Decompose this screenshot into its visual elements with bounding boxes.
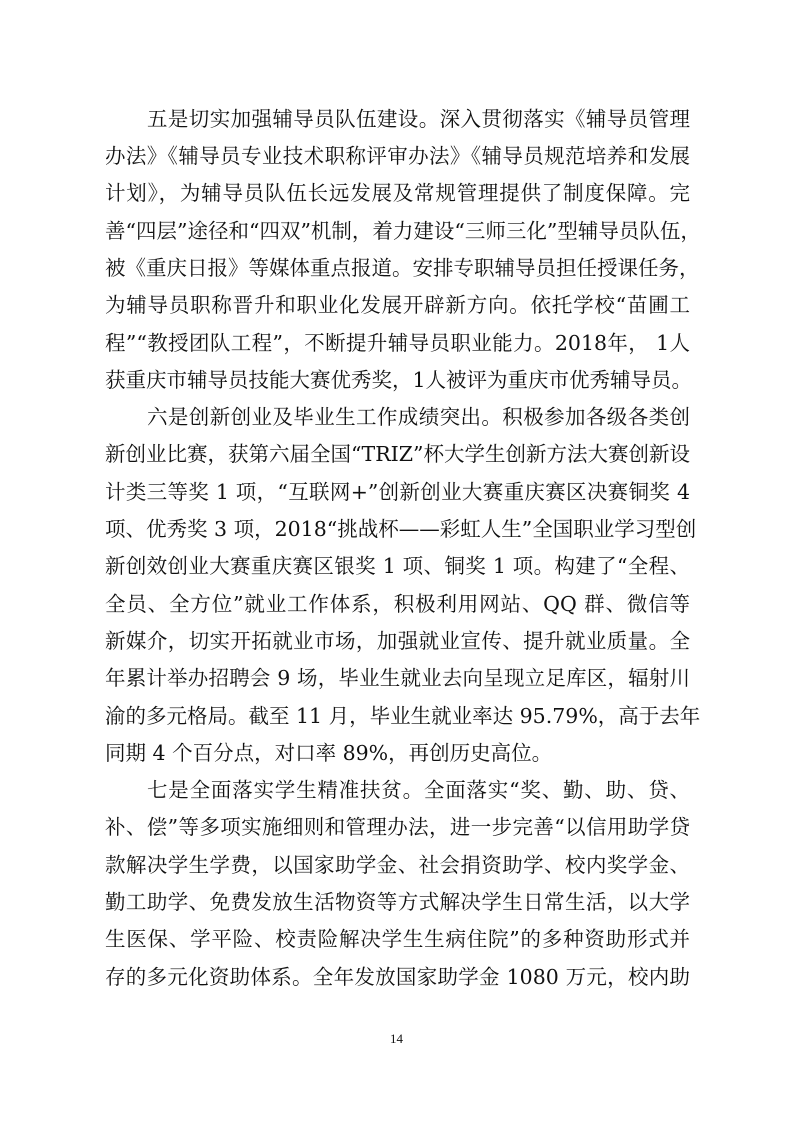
paragraph-2-line-10: 同期 4 个百分点，对口率 89%，再创历史高位。 <box>105 741 553 765</box>
paragraph-1-line-4: 善“四层”途径和“四双”机制，着力建设“三师三化”型辅导员队伍， <box>105 219 701 243</box>
paragraph-1-line-5: 被《重庆日报》等媒体重点报道。安排专职辅导员担任授课任务， <box>105 256 700 280</box>
paragraph-3-line-6: 存的多元化资助体系。全年发放国家助学金 1080 万元，校内助 <box>105 965 690 989</box>
paragraph-3-line-1: 七是全面落实学生精准扶贫。全面落实“奖、勤、助、贷、 <box>147 778 690 802</box>
paragraph-3-line-2: 补、偿”等多项实施细则和管理办法，进一步完善“以信用助学贷 <box>105 815 690 839</box>
paragraph-1-line-2: 办法》《辅导员专业技术职称评审办法》《辅导员规范培养和发展 <box>105 144 690 168</box>
paragraph-1-line-7: 程”“教授团队工程”，不断提升辅导员职业能力。2018年， 1人 <box>105 331 690 355</box>
paragraph-2-line-1: 六是创新创业及毕业生工作成绩突出。积极参加各级各类创 <box>147 405 690 429</box>
paragraph-2-line-8: 年累计举办招聘会 9 场，毕业生就业去向呈现立足库区，辐射川 <box>105 666 690 690</box>
page-number: 14 <box>390 1031 403 1046</box>
paragraph-2-line-4: 项、优秀奖 3 项，2018“挑战杯——彩虹人生”全国职业学习型创 <box>105 517 697 541</box>
paragraph-3-line-3: 款解决学生学费，以国家助学金、社会捐资助学、校内奖学金、 <box>105 853 690 877</box>
paragraph-1-line-8: 获重庆市辅导员技能大赛优秀奖，1人被评为重庆市优秀辅导员。 <box>105 368 693 392</box>
paragraph-1-line-6: 为辅导员职称晋升和职业化发展开辟新方向。依托学校“苗圃工 <box>105 293 690 317</box>
paragraph-1-line-3: 计划》，为辅导员队伍长远发展及常规管理提供了制度保障。完 <box>105 181 690 205</box>
paragraph-1-line-1: 五是切实加强辅导员队伍建设。深入贯彻落实《辅导员管理 <box>147 107 690 131</box>
paragraph-3-line-5: 生医保、学平险、校责险解决学生生病住院”的多种资助形式并 <box>105 927 690 951</box>
paragraph-2-line-7: 新媒介，切实开拓就业市场，加强就业宣传、提升就业质量。全 <box>105 629 690 653</box>
paragraph-2-line-9: 渝的多元格局。截至 11 月，毕业生就业率达 95.79%，高于去年 <box>105 704 701 728</box>
paragraph-2-line-5: 新创效创业大赛重庆赛区银奖 1 项、铜奖 1 项。构建了“全程、 <box>105 554 690 578</box>
paragraph-2-line-3: 计类三等奖 1 项，“互联网+”创新创业大赛重庆赛区决赛铜奖 4 <box>105 480 690 504</box>
paragraph-2-line-2: 新创业比赛，获第六届全国“TRIZ”杯大学生创新方法大赛创新设 <box>105 442 690 466</box>
paragraph-2-line-6: 全员、全方位”就业工作体系，积极利用网站、QQ 群、微信等 <box>105 592 690 616</box>
paragraph-3-line-4: 勤工助学、免费发放生活物资等方式解决学生日常生活，以大学 <box>105 890 690 914</box>
